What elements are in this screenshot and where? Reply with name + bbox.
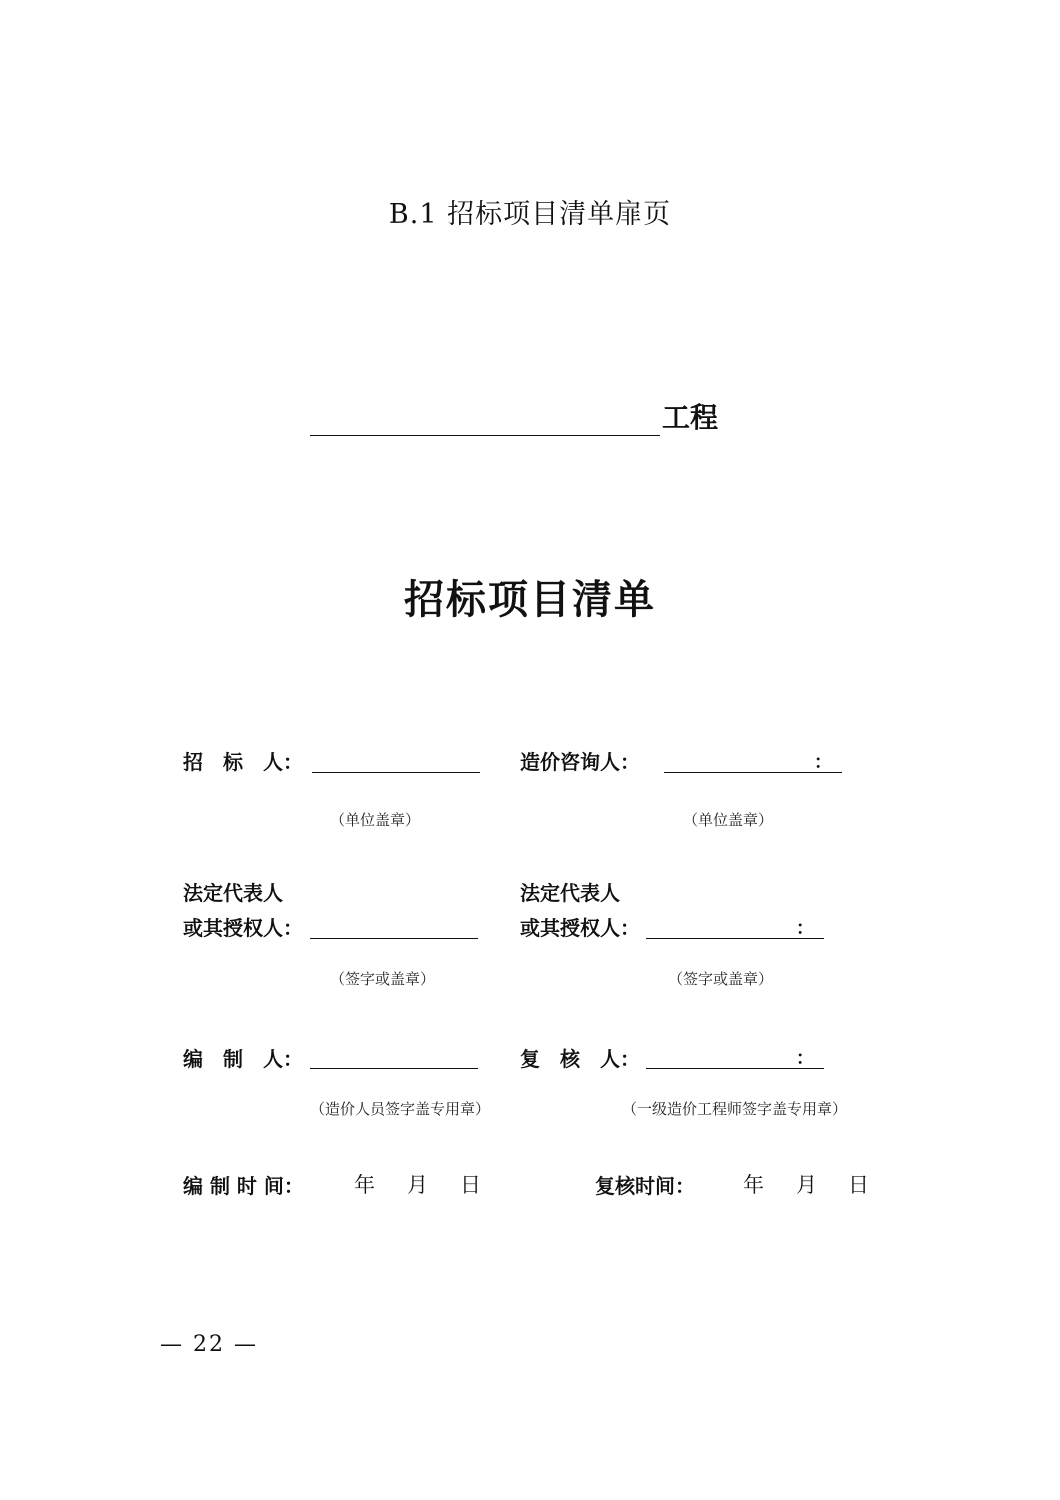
right-legal-rep-line1: 法定代表人 xyxy=(520,881,620,905)
compiler-field-wrap xyxy=(310,1044,478,1073)
review-month: 月 xyxy=(796,1173,817,1197)
review-year: 年 xyxy=(743,1173,764,1197)
review-time-label: 复核时间： xyxy=(595,1174,695,1198)
consultant-colon: ： xyxy=(814,752,832,773)
page-heading: B.1 招标项目清单扉页 xyxy=(388,199,672,230)
page-number: — 22 — xyxy=(160,1332,258,1357)
compiler-note: （造价人员签字盖专用章） xyxy=(310,1100,491,1118)
right-legal-rep-note: （签字或盖章） xyxy=(668,970,774,988)
review-day: 日 xyxy=(848,1173,869,1197)
document-title: 招标项目清单 xyxy=(404,576,656,623)
left-legal-rep-line2: 或其授权人： xyxy=(183,916,303,940)
left-legal-rep-line1: 法定代表人 xyxy=(183,881,283,905)
tenderer-note: （单位盖章） xyxy=(330,811,421,829)
reviewer-field[interactable] xyxy=(646,1044,824,1069)
right-legal-rep-field[interactable] xyxy=(646,914,824,939)
tenderer-field-wrap xyxy=(312,748,480,777)
right-legal-rep-colon: ： xyxy=(796,918,814,939)
compile-time-label: 编 制 时 间： xyxy=(183,1174,304,1198)
right-legal-rep-field-wrap xyxy=(646,914,824,943)
reviewer-note: （一级造价工程师签字盖专用章） xyxy=(622,1100,848,1118)
left-legal-rep-field-wrap xyxy=(310,914,478,943)
compiler-label: 编 制 人： xyxy=(183,1047,303,1071)
left-legal-rep-field[interactable] xyxy=(310,914,478,939)
consultant-label: 造价咨询人： xyxy=(520,750,640,774)
right-legal-rep-line2: 或其授权人： xyxy=(520,916,640,940)
compile-year: 年 xyxy=(354,1173,375,1197)
consultant-note: （单位盖章） xyxy=(683,811,774,829)
compile-day: 日 xyxy=(460,1173,481,1197)
compiler-field[interactable] xyxy=(310,1044,478,1069)
tenderer-label: 招 标 人： xyxy=(183,750,303,774)
project-name-line xyxy=(310,396,718,436)
project-name-blank[interactable] xyxy=(310,399,660,436)
compile-month: 月 xyxy=(407,1173,428,1197)
reviewer-field-wrap xyxy=(646,1044,824,1073)
reviewer-label: 复 核 人： xyxy=(520,1047,640,1071)
tenderer-field[interactable] xyxy=(312,748,480,773)
consultant-field-wrap xyxy=(664,748,842,777)
left-legal-rep-note: （签字或盖章） xyxy=(330,970,436,988)
project-suffix: 工程 xyxy=(662,401,719,434)
consultant-field[interactable] xyxy=(664,748,842,773)
reviewer-colon: ： xyxy=(796,1048,814,1069)
